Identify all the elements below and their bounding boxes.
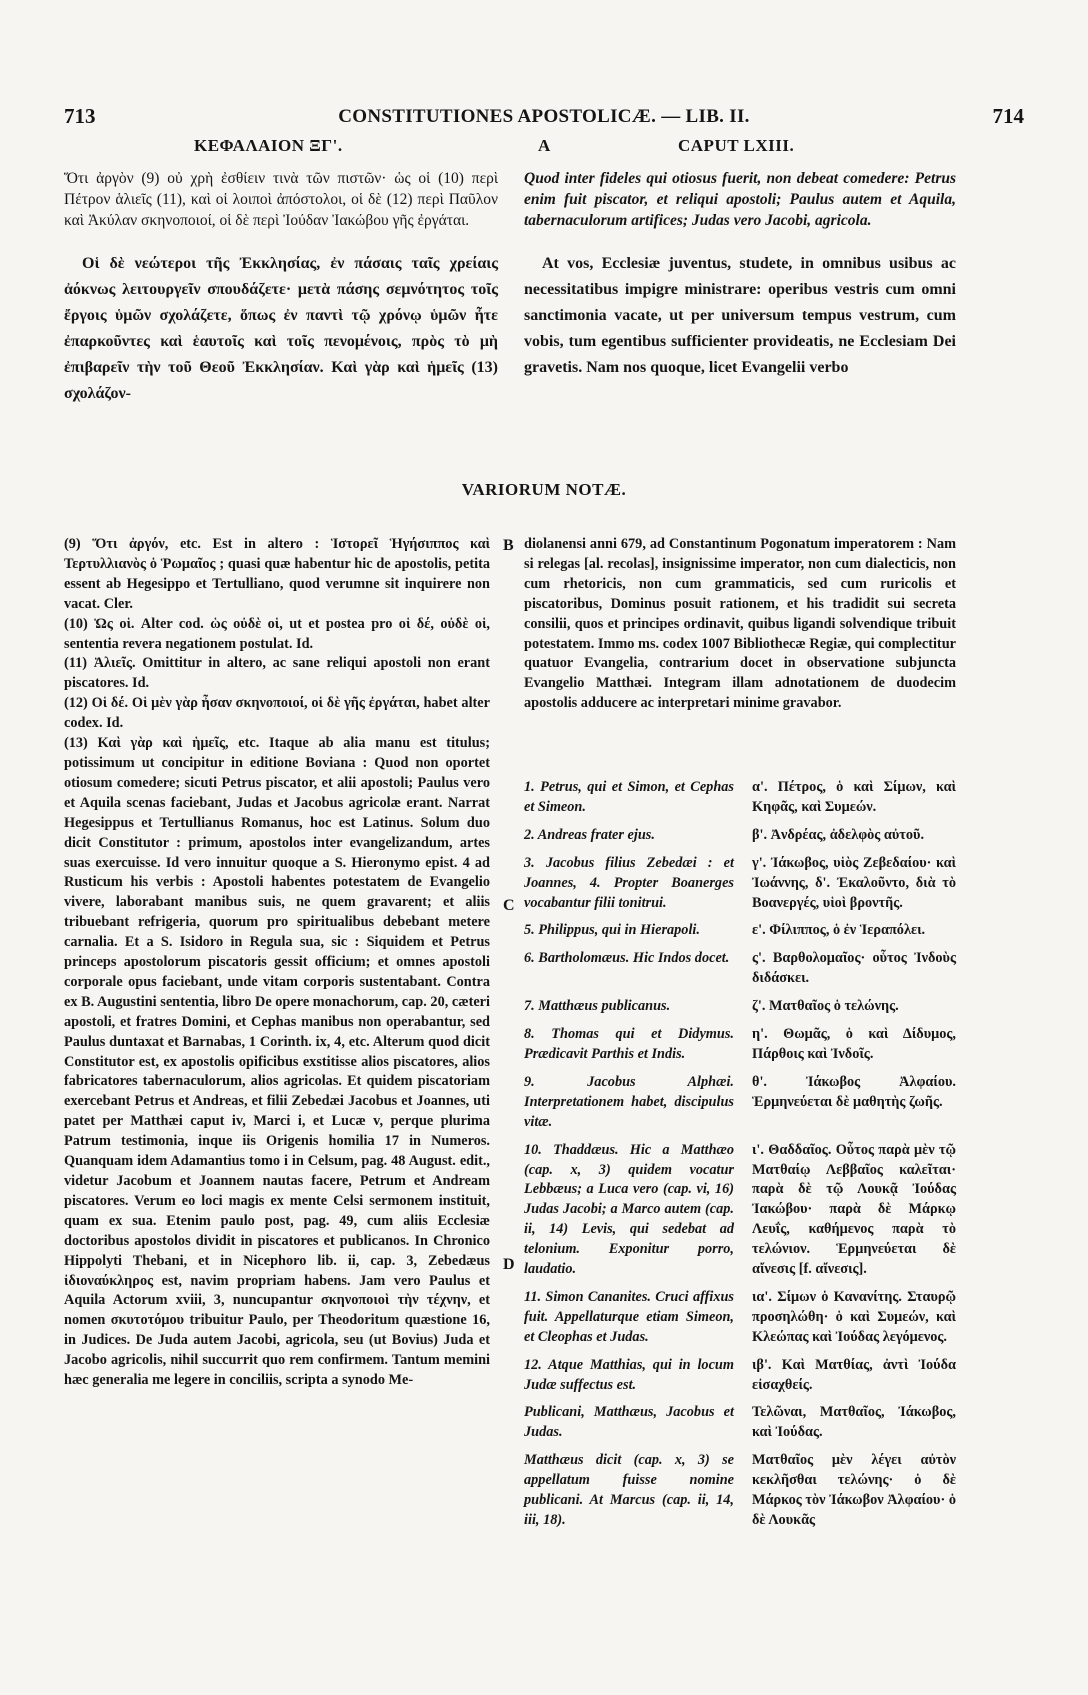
apostle-row [524, 1141, 956, 1280]
apostles-list [524, 778, 956, 1547]
apostle-latin: 3. Jacobus filius Zebedæi : et Joannes, 4. Propter Boanerges vocabantur filii tonitrui. [524, 854, 734, 911]
apostle-row [524, 1288, 956, 1348]
apostle-greek: ζ'. Ματθαῖος ὁ τελώνης. [752, 998, 899, 1015]
apostle-greek: Τελῶναι, Ματθαῖος, Ἰάκωβος, καὶ Ἰούδας. [752, 1404, 956, 1441]
notes-left-column [64, 535, 490, 1391]
apostle-row [524, 1025, 956, 1065]
margin-letter-c: C [503, 897, 515, 914]
apostle-greek: ι'. Θαδδαῖος. Οὗτος παρὰ μὲν τῷ Ματθαίῳ Λεββαῖος καλεῖται· παρὰ δὲ τῷ Λουκᾷ Ἰούδας Ἰακώβου· παρὰ δὲ Μάρκῳ Λευΐς, καθήμενος παρὰ τὸ τελώνιον. Ἑρμηνεύεται δὲ αἴνεσις [f. αἴνεσις]. [752, 1141, 956, 1278]
apostle-row [524, 1073, 956, 1133]
greek-column [64, 168, 498, 407]
apostle-latin: Matthæus dicit (cap. x, 3) se appellatum fuisse nomine publicani. At Marcus (cap. ii, 14, iii, 18). [524, 1452, 734, 1528]
apostle-latin: 2. Andreas frater ejus. [524, 826, 655, 843]
apostle-row [524, 949, 956, 989]
apostle-row [524, 997, 956, 1017]
apostle-row [524, 1403, 956, 1443]
apostle-row [524, 826, 956, 846]
apostle-latin: Publicani, Matthæus, Jacobus et Judas. [524, 1404, 734, 1441]
apostle-row [524, 854, 956, 914]
note-12: (12) Οἱ δέ. Οἱ μὲν γὰρ ἦσαν σκηνοποιοί, οἱ δὲ γῆς ἐργάται, habet alter codex. Id. [64, 695, 490, 732]
apostle-row [524, 778, 956, 818]
apostle-greek: α'. Πέτρος, ὁ καὶ Σίμων, καὶ Κηφᾶς, καὶ Συμεών. [752, 779, 956, 815]
apostle-greek: ιβ'. Καὶ Ματθίας, ἀντὶ Ἰούδα εἰσαχθείς. [752, 1356, 956, 1393]
apostle-greek: ια'. Σίμων ὁ Κανανίτης. Σταυρῷ προσηλώθη· ὁ καὶ Συμεών, καὶ Κλεώπας καὶ Ἰούδας λεγόμενος. [752, 1288, 956, 1345]
greek-summary: Ὅτι ἀργὸν (9) οὐ χρὴ ἐσθίειν τινὰ τῶν πιστῶν· ὡς οἱ (10) περὶ Πέτρον ἁλιεῖς (11), καὶ οἱ λοιποὶ ἀπόστολοι, οἱ δὲ (12) περὶ Παῦλον καὶ Ἀκύλαν σκηνοποιοί, οἱ δὲ περὶ Ἰούδαν Ἰακώβου γῆς ἐργάται. [64, 170, 498, 229]
apostle-latin: 12. Atque Matthias, qui in locum Judæ suffectus est. [524, 1356, 734, 1393]
greek-chapter-heading: ΚΕΦΑΛΑΙΟΝ ΞΓ'. [194, 136, 343, 155]
apostle-greek: θ'. Ἰάκωβος Ἀλφαίου. Ἑρμηνεύεται δὲ μαθητὴς ζωῆς. [752, 1073, 956, 1110]
apostle-latin: 8. Thomas qui et Didymus. Prædicavit Parthis et Indis. [524, 1026, 734, 1062]
apostle-greek: γ'. Ἰάκωβος, υἱὸς Ζεβεδαίου· καὶ Ἰωάννης, δ'. Ἐκαλοῦντο, διὰ τὸ Βοανεργές, υἱοὶ βροντῆς. [752, 854, 956, 911]
apostle-latin: 9. Jacobus Alphæi. Interpretationem habet, discipulus vitæ. [524, 1073, 734, 1130]
margin-letter-a: A [538, 136, 551, 155]
page-number-left: 713 [64, 104, 96, 128]
note-13: (13) Καὶ γὰρ καὶ ἡμεῖς, etc. Itaque ab alia manu est titulus; potissimum ut concipitur in editione Boviana : Quod non oportet otiosum comedere; sicuti Petrus piscator, et alii apostoli; Paulus vero et Aquila scenas faciebant, Judas et Jacobus agricolæ erant. Narrat Hegesippus et Tertullianus Romanus, hoc est Latinus. Solum duo dicit Constitutor : primum, apostolos inter evangelizandum, artes suas exercuisse. Id vero innuitur quoque a S. Hieronymo epist. 4 ad Rusticum his verbis : Apostoli habentes potestatem de Evangelio vivere, laborabant manibus suis, ne quem gravarent; et aliis tribuebant refrigeria, quorum pro spiritualibus debebant metere carnalia. Et a S. Isidoro in Regula sua, sic : Siquidem et Petrus princeps apostolorum piscatoris gessit officium; et omnes apostoli corporale opus faciebant, unde vitam corporis sustentabant. Contra ex B. Augustini sententia, libro De opere monachorum, cap. 20, cæteri apostoli, et fratres Domini, et Cephas manibus non operabantur, sed Paulus duntaxat et Barnabas, 1 Corinth. ix, 4, etc. Alterum quod dicit Constitutor est, ex apostolis opificibus exstitisse alios piscatores, alios fabricatores tabernaculorum, alios agricolas. Et quidem piscatoriam exercebant Petrus et Andreas, et filii Zebedæi Jacobus et Joannes, uti patet per Matthæi caput iv, Marci i, et Lucæ v, perque plurima Patrum testimonia, inque iis Origenis homilia 17 in Numeros. Quanquam idem Adamantius tomo i in Celsum, pag. 48 August. edit., videtur Jacobum et Joannem nautas facere, Petrum et Andream piscatores. Verum eo loci magis ex mente Celsi sermonem instituit, quam ex sua. Etenim paulo post, pag. 49, cum aliis Ecclesiæ doctoribus apostolos dividit in piscatores et publicanos. In Chronico Hippolyti Thebani, et in Nicephoro lib. ii, cap. 3, Zebedæus ἰδιοναύκληρος est, navim propriam habens. Jam vero Paulus et Aquila Actorum xviii, 3, nuncupantur σκηνοποιοὶ τὴν τέχνην, et nomen σκυτοτόμου tribuitur Paulo, per Theodoritum quæstione 16, in Judices. De Juda autem Jacobi, agricola, seu (ut Bovius) Juda et Jacobo agricolis, nihil succurrit quo rem confirmem. Tantum memini hæc generalia me legere in conciliis, scripta a synodo Me- [64, 735, 490, 1389]
apostle-row [524, 921, 956, 941]
greek-text: Οἱ δὲ νεώτεροι τῆς Ἐκκλησίας, ἐν πάσαις ταῖς χρείαις ἀόκνως λειτουργεῖν σπουδάζετε· μετὰ πάσης σεμνότητος τοῖς ἔργοις ὑμῶν σχολάζετε, ὅπως ἐν παντὶ τῷ χρόνῳ ὑμῶν ἦτε ἐπαρκοῦντες καὶ ἑαυτοῖς καὶ τοῖς πενομένοις, πρὸς τὸ μὴ ἐπιβαρεῖν τὴν τοῦ Θεοῦ Ἐκκλησίαν. Καὶ γὰρ καὶ ἡμεῖς (13) σχολάζον- [64, 255, 498, 402]
latin-summary: Quod inter fideles qui otiosus fuerit, non debeat comedere: Petrus enim fuit piscator, et reliqui apostoli; Paulus autem et Aquila, tabernaculorum artifices; Judas vero Jacobi, agricola. [524, 170, 956, 229]
margin-letter-b: B [503, 537, 514, 554]
apostle-greek: ς'. Βαρθολομαῖος· οὗτος Ἰνδοὺς διδάσκει. [752, 950, 956, 987]
note-9: (9) Ὅτι ἀργόν, etc. Est in altero : Ἱστορεῖ Ἡγήσιππος καὶ Τερτυλλιανὸς ὁ Ῥωμαῖος ; quasi quæ habentur hic de apostolis, petita essent ab Hegesippo et Tertulliano, quod verumne sit inquirere non vacat. Cler. [64, 536, 490, 612]
apostle-greek: η'. Θωμᾶς, ὁ καὶ Δίδυμος, Πάρθοις καὶ Ἰνδοῖς. [752, 1026, 956, 1062]
latin-chapter-heading: CAPUT LXIII. [678, 136, 795, 155]
apostle-latin: 6. Bartholomæus. Hic Indos docet. [524, 950, 730, 967]
apostle-row [524, 1356, 956, 1396]
apostle-latin: 1. Petrus, qui et Simon, et Cephas et Simeon. [524, 779, 734, 815]
apostle-row [524, 1451, 956, 1531]
page-number-right: 714 [992, 104, 1024, 128]
margin-letter-d: D [503, 1256, 515, 1273]
apostle-latin: 10. Thaddæus. Hic a Matthæo (cap. x, 3) quidem vocatur Lebbæus; a Luca vero (cap. vi, 16) Judas Jacobi; a Marco autem (cap. ii, 14) Levis, qui sedebat ad telonium. Exponitur porro, laudatio. [524, 1141, 734, 1278]
running-title: CONSTITUTIONES APOSTOLICÆ. — LIB. II. [338, 106, 750, 127]
apostle-greek: ε'. Φίλιππος, ὁ ἐν Ἱεραπόλει. [752, 922, 926, 939]
latin-text: At vos, Ecclesiæ juventus, studete, in omnibus usibus ac necessitatibus impigre ministrare: operibus vestris cum omni sanctimonia vacate, ut per universum tempus vestrum, cum vobis, tum egentibus sufficienter provideatis, ne Ecclesiam Dei gravetis. Nam nos quoque, licet Evangelii verbo [524, 255, 956, 376]
apostle-latin: 7. Matthæus publicanus. [524, 998, 671, 1015]
apostle-greek: Ματθαῖος μὲν λέγει αὐτὸν κεκλῆσθαι τελώνης· ὁ δὲ Μάρκος τὸν Ἰάκωβον Ἀλφαίου· ὁ δὲ Λουκᾶς [752, 1452, 956, 1528]
apostle-latin: 11. Simon Cananites. Cruci affixus fuit. Appellaturque etiam Simeon, et Cleophas et Judas. [524, 1288, 734, 1345]
note-10: (10) Ὡς οἱ. Alter cod. ὡς οὐδὲ οἱ, ut et postea pro οἱ δέ, οὐδὲ οἱ, sententia revera negationem postulat. Id. [64, 615, 490, 652]
notes-right-column [524, 535, 956, 714]
chapter-headings [64, 136, 1024, 162]
note-11: (11) Ἁλιεῖς. Omittitur in altero, ac sane reliqui apostoli non erant piscatores. Id. [64, 655, 490, 692]
notes-title: VARIORUM NOTÆ. [461, 480, 627, 499]
apostle-greek: β'. Ἀνδρέας, ἀδελφὸς αὐτοῦ. [752, 826, 925, 843]
apostle-latin: 5. Philippus, qui in Hierapoli. [524, 922, 700, 939]
running-head [64, 104, 1024, 134]
latin-column [524, 168, 956, 381]
note-13-continued: diolanensi anni 679, ad Constantinum Pogonatum imperatorem : Nam si relegas [al. recolas], insignissime imperator, non cum dialecticis, non cum rhetoricis, non cum grammaticis, sed cum ruricolis et piscatoribus, Dominus posuit rationem, et his tradidit sui secreta consilii, quos et principes ordinavit, quibus ligandi solvendique tribuit potestatem. Immo ms. codex 1007 Bibliothecæ Regiæ, qui complectitur quatuor Evangelia, contrarium docet in observatione subjuncta Evangelio Matthæi. Integram illam adnotationem de duodecim apostolis adducere ac interpretari minime gravabor. [524, 536, 956, 712]
